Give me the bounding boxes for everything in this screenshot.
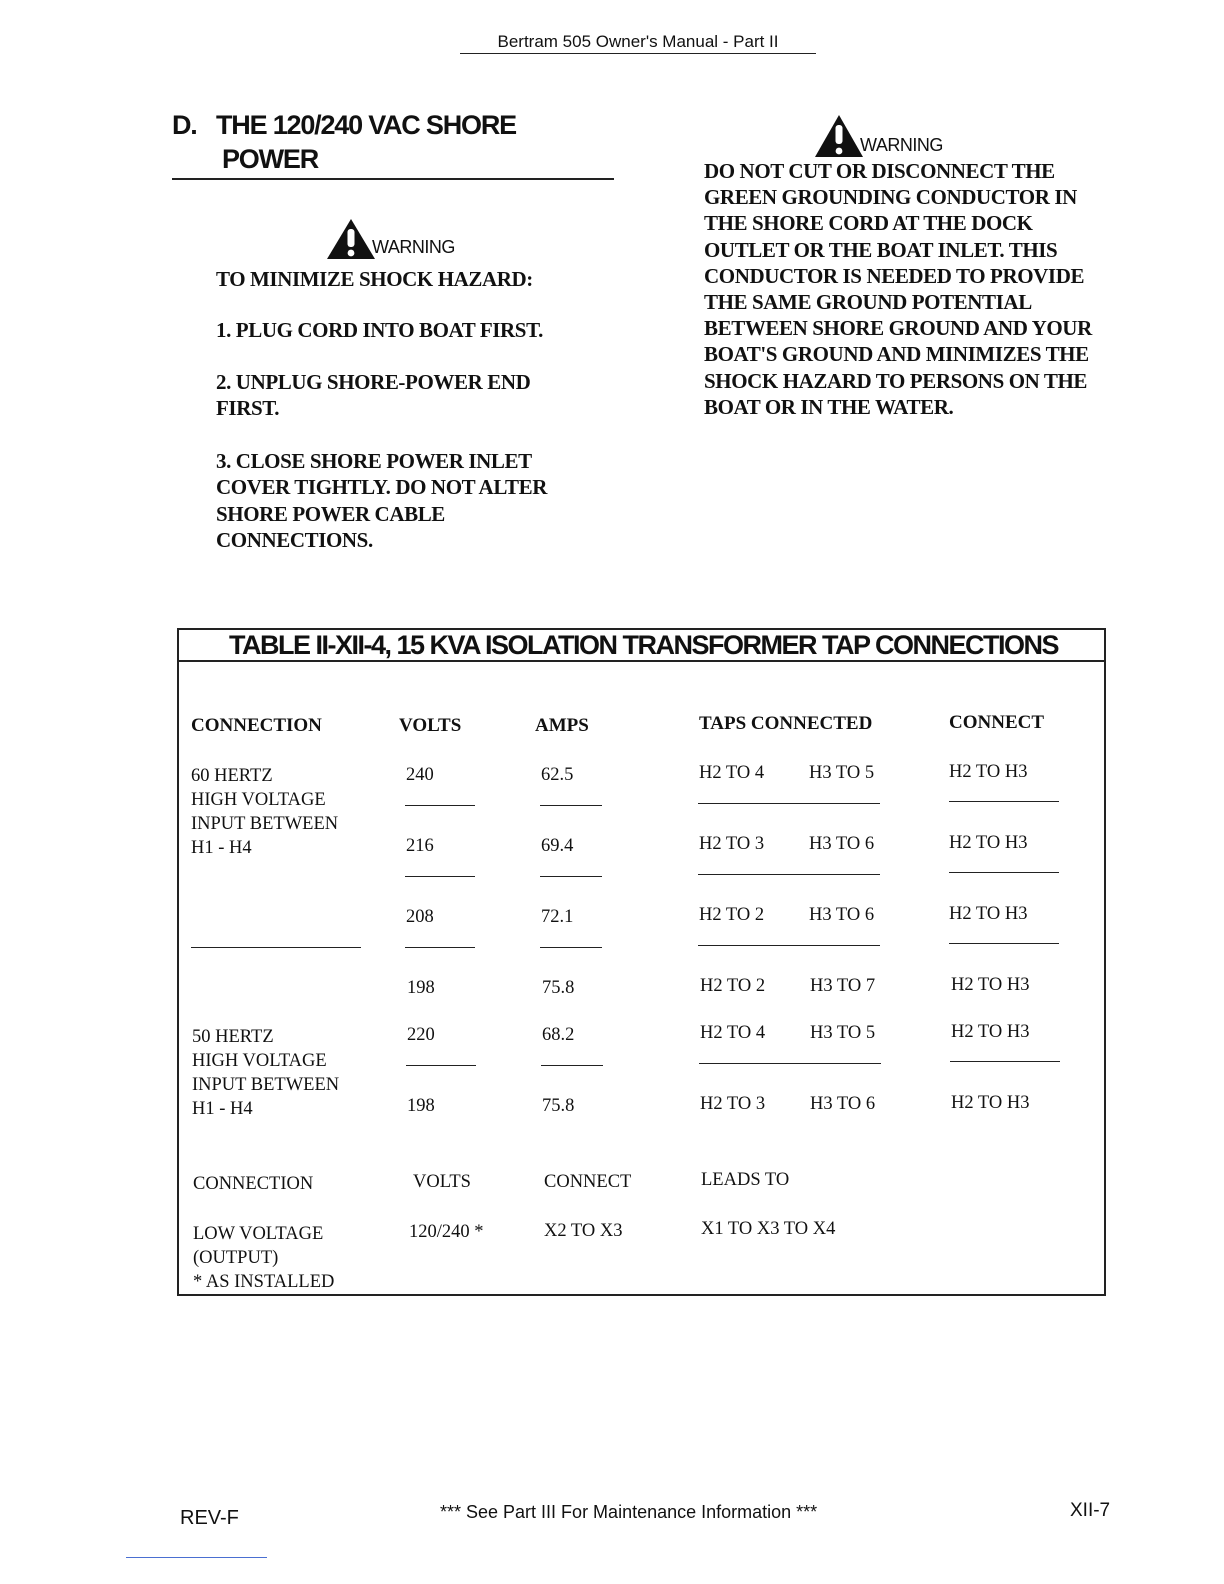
cell-tap-1: H2 TO 3 xyxy=(699,834,765,854)
cell-volts: 198 xyxy=(407,978,435,998)
cell-tap-2: H3 TO 6 xyxy=(809,834,875,854)
cell-amps: 72.1 xyxy=(541,907,574,927)
low-header-connect: CONNECT xyxy=(544,1172,632,1192)
row-divider xyxy=(949,801,1059,802)
cell-tap-2: H3 TO 5 xyxy=(810,1023,876,1043)
row-divider xyxy=(540,805,602,806)
low-leads-to: X1 TO X3 TO X4 xyxy=(701,1219,836,1239)
low-label: * AS INSTALLED xyxy=(193,1272,335,1292)
cell-connect: H2 TO H3 xyxy=(951,1022,1030,1042)
header-connect: CONNECT xyxy=(949,712,1045,733)
maintenance-note: *** See Part III For Maintenance Information *** xyxy=(440,1502,818,1522)
cell-tap-1: H2 TO 2 xyxy=(700,976,766,996)
transformer-tap-table xyxy=(177,628,1106,1296)
header-volts: VOLTS xyxy=(399,715,462,736)
grounding-warning-text: DO NOT CUT OR DISCONNECT THE GREEN GROUNDING CONDUCTOR IN THE SHORE CORD AT THE DOCK OUTLET OR THE BOAT INLET. THIS CONDUCTOR IS NEEDED TO PROVIDE THE SAME GROUND POTENTIAL BETWEEN SHORE GROUND AND YOUR BOAT'S GROUND AND MINIMIZES THE SHOCK HAZARD TO PERSONS ON THE BOAT OR IN THE WATER. xyxy=(704,159,1092,419)
group-label: H1 - H4 xyxy=(191,838,252,858)
row-divider xyxy=(950,1061,1060,1062)
row-divider xyxy=(541,1065,603,1066)
low-header-leads-to: LEADS TO xyxy=(701,1170,790,1190)
cell-tap-1: H2 TO 3 xyxy=(700,1094,766,1114)
row-divider xyxy=(540,876,602,877)
warning-triangle-icon xyxy=(326,218,376,260)
group-label: HIGH VOLTAGE xyxy=(191,790,326,810)
bottom-link-underline xyxy=(126,1557,267,1558)
group-label: INPUT BETWEEN xyxy=(192,1075,340,1095)
cell-tap-1: H2 TO 4 xyxy=(699,763,765,783)
low-header-connection: CONNECTION xyxy=(193,1174,314,1194)
cell-volts: 220 xyxy=(407,1025,435,1045)
low-header-volts: VOLTS xyxy=(413,1172,471,1192)
low-label: LOW VOLTAGE xyxy=(193,1224,324,1244)
cell-amps: 75.8 xyxy=(542,1096,575,1116)
shock-hazard-heading: TO MINIMIZE SHOCK HAZARD: xyxy=(216,267,533,291)
cell-amps: 75.8 xyxy=(542,978,575,998)
row-divider xyxy=(949,943,1059,944)
warning-left-label xyxy=(326,218,455,260)
group-label: H1 - H4 xyxy=(192,1099,253,1119)
cell-amps: 69.4 xyxy=(541,836,574,856)
header-connection: CONNECTION xyxy=(191,715,322,736)
warning-triangle-icon xyxy=(814,114,864,158)
row-divider xyxy=(699,1063,881,1064)
warning-right-text: WARNING xyxy=(860,135,943,155)
step-1: 1. PLUG CORD INTO BOAT FIRST. xyxy=(216,318,543,342)
row-divider xyxy=(405,805,475,806)
cell-amps: 62.5 xyxy=(541,765,574,785)
cell-connect: H2 TO H3 xyxy=(949,833,1028,853)
cell-connect: H2 TO H3 xyxy=(951,1093,1030,1113)
cell-connect: H2 TO H3 xyxy=(951,975,1030,995)
row-divider xyxy=(405,947,475,948)
row-divider xyxy=(698,945,880,946)
cell-tap-2: H3 TO 7 xyxy=(810,976,876,996)
cell-connect: H2 TO H3 xyxy=(949,904,1028,924)
low-volts: 120/240 * xyxy=(409,1222,484,1242)
row-divider xyxy=(949,872,1059,873)
row-divider xyxy=(698,803,880,804)
cell-tap-2: H3 TO 6 xyxy=(809,905,875,925)
row-divider xyxy=(406,1065,476,1066)
cell-volts: 216 xyxy=(406,836,434,856)
cell-connect: H2 TO H3 xyxy=(949,762,1028,782)
step-3: 3. CLOSE SHORE POWER INLET COVER TIGHTLY. DO NOT ALTER SHORE POWER CABLE CONNECTIONS. xyxy=(216,449,547,552)
section-letter: D. xyxy=(172,110,197,140)
row-divider xyxy=(698,874,880,875)
header-amps: AMPS xyxy=(535,715,589,736)
row-divider xyxy=(405,876,475,877)
group-divider xyxy=(191,947,361,948)
cell-volts: 198 xyxy=(407,1096,435,1116)
low-connect: X2 TO X3 xyxy=(544,1221,623,1241)
cell-tap-2: H3 TO 5 xyxy=(809,763,875,783)
step-2: 2. UNPLUG SHORE-POWER END FIRST. xyxy=(216,370,531,421)
group-label: INPUT BETWEEN xyxy=(191,814,339,834)
section-title-line-2: POWER xyxy=(222,144,319,174)
section-title xyxy=(172,108,614,180)
cell-volts: 240 xyxy=(406,765,434,785)
running-header: Bertram 505 Owner's Manual - Part II xyxy=(460,32,816,54)
warning-right-label xyxy=(814,114,943,158)
cell-volts: 208 xyxy=(406,907,434,927)
group-label: HIGH VOLTAGE xyxy=(192,1051,327,1071)
warning-left-text: WARNING xyxy=(372,237,455,257)
low-label: (OUTPUT) xyxy=(193,1248,279,1268)
section-title-line-1: THE 120/240 VAC SHORE xyxy=(216,110,516,140)
revision-label: REV-F xyxy=(180,1507,239,1529)
cell-tap-1: H2 TO 2 xyxy=(699,905,765,925)
group-label: 50 HERTZ xyxy=(192,1027,274,1047)
header-taps-connected: TAPS CONNECTED xyxy=(699,713,873,734)
cell-amps: 68.2 xyxy=(542,1025,575,1045)
page-number: XII-7 xyxy=(1070,1500,1111,1521)
table-title: TABLE II-XII-4, 15 KVA ISOLATION TRANSFORMER TAP CONNECTIONS xyxy=(179,630,1104,662)
row-divider xyxy=(540,947,602,948)
cell-tap-2: H3 TO 6 xyxy=(810,1094,876,1114)
cell-tap-1: H2 TO 4 xyxy=(700,1023,766,1043)
group-label: 60 HERTZ xyxy=(191,766,273,786)
